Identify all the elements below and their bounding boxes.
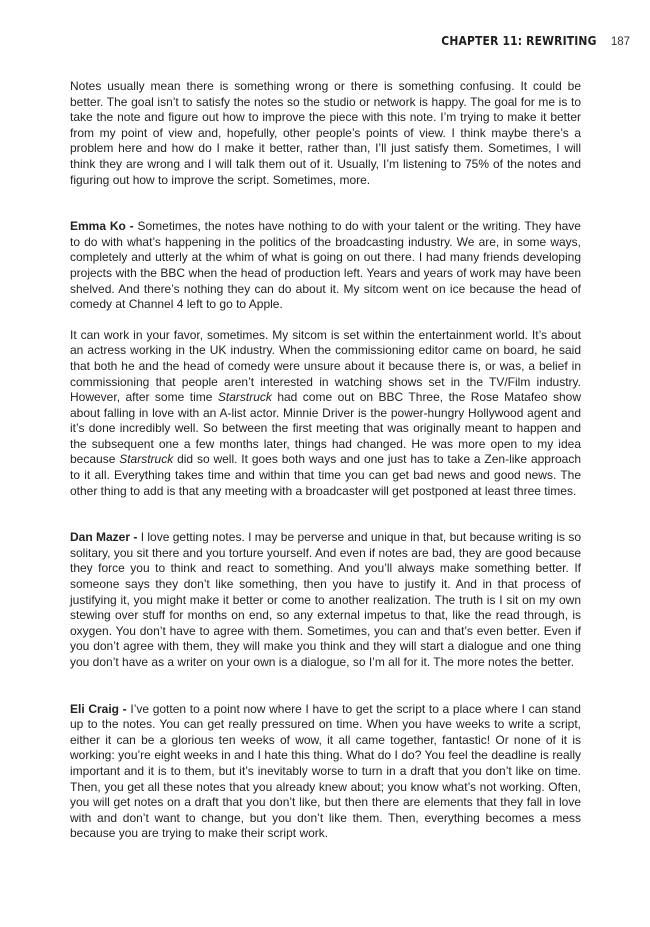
paragraph-text: had come out on BBC Three, the Rose Matafeo show about falling in love with an A-list actor. Minnie Driver is the power-hungry Hollywood agent and it’s done incredibly well. So between the first meeting that was originally meant to happen and the subsequent one a few months later, things had changed. He was more open to my idea because — [70, 390, 581, 467]
paragraph-text: It can work in your favor, sometimes. My sitcom is set within the entertainment world. It’s about an actress working in the UK industry. When the commissioning editor came on board, he said that both he and the head of comedy were unsure about it because there is, or was, a belief in commissioning that people aren’t interested in watching shows set in the TV/Film industry. However, after some time — [70, 327, 581, 405]
paragraph-emma-ko-continued — [70, 328, 581, 500]
paragraph-emma-ko — [70, 219, 581, 313]
speaker-name: Emma Ko - — [70, 219, 134, 234]
chapter-title: CHAPTER 11: REWRITING — [441, 33, 597, 48]
paragraph-dan-mazer — [70, 530, 581, 670]
paragraph-eli-craig — [70, 702, 581, 842]
paragraph-text: did so well. It goes both ways and one just has to take a Zen-like approach to it all. Everything takes time and within that time you can get bad news and good news. The other thing to add is that any meeting with a broadcaster will get postponed at least three times. — [70, 452, 581, 498]
running-header — [416, 33, 630, 49]
speaker-name: Eli Craig - — [70, 701, 127, 716]
paragraph-text: I love getting notes. I may be perverse and unique in that, but because writing is so solitary, you sit there and you torture yourself. And even if notes are bad, they are good because they force you to think and react to something. And you’ll always make something better. If someone says they don’t like something, then you have to justify it. And in that process of justifying it, you might make it better or come to another realization. The truth is I sit on my own stewing over stuff for months on end, so any external impetus to that, like the read through, is oxygen. You don’t have to agree with them. Sometimes, you can and that’s even better. Even if you don’t agree with them, they will make you think and they will start a dialogue and one thing you don’t have as a writer on your own is a dialogue, so I’m all for it. The more notes the better. — [70, 530, 581, 669]
page-number: 187 — [610, 36, 630, 48]
paragraph-text: I’ve gotten to a point now where I have to get the script to a place where I can stand up to the notes. You can get really pressured on time. When you have weeks to write a script, either it can be a glorious ten weeks of wow, it all came together, fantastic! Or none of it is working: you’re eight weeks in and I hate this thing. What do I do? You feel the deadline is really important and it is to them, but it’s inevitably worse to turn in a draft that you don’t like on time. Then, you get all these notes that you already knew about; you know what’s not working. Often, you will get notes on a draft that you don’t like, but then there are elements that they fall in love with and don’t want to change, but you don’t like them. Then, everything becomes a mess because you are trying to make their script work. — [70, 701, 581, 841]
body-text — [70, 79, 581, 842]
show-title: Starstruck — [119, 452, 174, 467]
show-title: Starstruck — [217, 390, 272, 405]
speaker-name: Dan Mazer - — [70, 530, 138, 545]
paragraph-notes-intro — [70, 79, 581, 188]
paragraph-text: Sometimes, the notes have nothing to do with your talent or the writing. They have to do with what’s happening in the politics of the broadcasting industry. We are, in some ways, completely and utterly at the whim of what is going on out there. I had many friends developing projects with the BBC when the head of production left. Years and years of work may have been shelved. And there’s nothing they can do about it. My sitcom went on ice because the head of comedy at Channel 4 left to go to Apple. — [70, 219, 581, 312]
paragraph-text: Notes usually mean there is something wrong or there is something confusing. It could be better. The goal isn’t to satisfy the notes so the studio or network is happy. The goal for me is to take the note and figure out how to improve the piece with this note. I’m trying to make it better from my point of view and, hopefully, other people’s points of view. I think maybe there’s a problem here and how do I make it better, rather than, I’ll just satisfy them. Sometimes, I will think they are wrong and I will talk them out of it. Usually, I’m listening to 75% of the notes and figuring out how to improve the script. Sometimes, more. — [70, 79, 581, 187]
